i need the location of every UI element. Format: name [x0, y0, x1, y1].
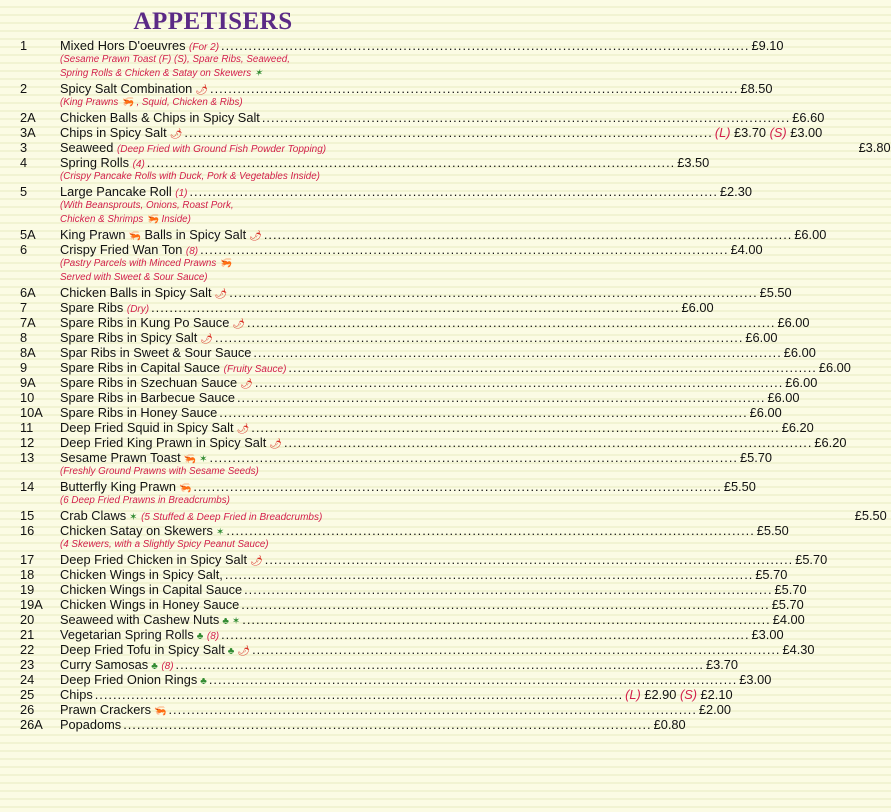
item-price: [785, 375, 817, 390]
item-price: [794, 227, 826, 242]
price-value: £3.70: [705, 657, 739, 672]
item-name-text: Spare Ribs in Spicy Salt: [60, 330, 198, 345]
item-name-text: Spicy Salt Combination: [60, 81, 193, 96]
price-value: £5.70: [771, 597, 804, 612]
prawn-icon: 🦐: [121, 97, 134, 108]
item-name-text: Spare Ribs in Capital Sauce: [60, 360, 221, 375]
leaf-icon: ♣: [151, 661, 158, 672]
item-number: 7A: [20, 315, 36, 330]
item-number: 14: [20, 479, 35, 494]
item-name-text: Vegetarian Spring Rolls: [60, 627, 194, 642]
cake-icon: ✶: [129, 512, 138, 523]
menu-item[interactable]: [20, 110, 825, 125]
item-price: [795, 552, 827, 567]
price-value: £6.20: [814, 435, 847, 450]
item-price: [682, 300, 714, 315]
menu-item[interactable]: [20, 420, 814, 435]
dot-leader: [151, 300, 679, 315]
menu-item[interactable]: [20, 523, 789, 538]
item-note: (8): [185, 246, 199, 257]
item-note: (For 2): [189, 42, 220, 53]
price-value: £6.00: [745, 330, 778, 345]
page-title: APPETISERS: [133, 8, 293, 35]
dot-leader: [242, 612, 770, 627]
item-number: 6: [20, 242, 28, 257]
item-number: 10: [20, 390, 35, 405]
item-description: [20, 199, 406, 213]
item-name-text: Deep Fried Tofu in Spicy Salt: [60, 642, 225, 657]
item-number: 1: [20, 38, 28, 53]
description-text: (King Prawns: [60, 97, 119, 108]
dot-leader: [225, 567, 753, 582]
prawn-icon: 🦐: [146, 214, 159, 225]
description-text: Inside): [158, 214, 191, 225]
item-price: [773, 612, 805, 627]
menu-item[interactable]: [20, 479, 756, 494]
item-number: 9A: [20, 375, 36, 390]
price-small: £2.10: [697, 687, 733, 702]
item-price: [739, 672, 771, 687]
menu-item[interactable]: [20, 125, 823, 140]
item-name: [60, 567, 223, 582]
item-name: [60, 597, 239, 612]
item-description: [20, 538, 406, 552]
price-large: £2.90: [640, 687, 680, 702]
description-text: (With Beansprouts, Onions, Roast Pork,: [60, 200, 234, 211]
item-price: [740, 450, 772, 465]
size-label-small: (S): [769, 125, 787, 140]
item-name: [60, 582, 242, 597]
leaf-icon: ♣: [200, 676, 207, 687]
item-name-text: Spare Ribs in Honey Sauce: [60, 405, 218, 420]
item-price: [777, 315, 809, 330]
cake-icon: ✶: [231, 616, 241, 627]
item-name-text: Large Pancake Roll: [60, 184, 172, 199]
description-text: (Freshly Ground Prawns with Sesame Seeds): [60, 466, 259, 477]
item-price: [855, 508, 887, 523]
item-price: [772, 597, 804, 612]
item-name-text: Spare Ribs in Barbecue Sauce: [60, 390, 235, 405]
price-value: £6.00: [777, 315, 810, 330]
dot-leader: [264, 227, 792, 242]
price-value: £6.00: [749, 405, 782, 420]
menu-item[interactable]: [20, 38, 784, 53]
item-price: [677, 155, 709, 170]
menu-item[interactable]: [20, 330, 778, 345]
dot-leader: [168, 702, 696, 717]
chili-icon: 🌶: [250, 556, 263, 567]
price-value: £3.50: [677, 155, 710, 170]
item-price: [731, 242, 763, 257]
leaf-icon: ♣: [222, 616, 229, 627]
price-value: £6.00: [785, 375, 818, 390]
price-value: £6.00: [794, 227, 827, 242]
prawn-icon: 🦐: [128, 231, 141, 242]
item-note: (Deep Fried with Ground Fish Powder Topping): [116, 144, 327, 155]
item-price: [750, 405, 782, 420]
dot-leader: [251, 420, 779, 435]
item-price: [782, 420, 814, 435]
dot-leader: [193, 479, 721, 494]
item-description: [20, 53, 406, 67]
item-name-text: Prawn Crackers: [60, 702, 152, 717]
item-note: (4): [132, 159, 145, 170]
item-price: [819, 360, 851, 375]
dot-leader: [184, 125, 712, 140]
menu-item[interactable]: [20, 81, 773, 96]
dot-leader: [247, 315, 775, 330]
item-number: 12: [20, 435, 35, 450]
prawn-icon: 🦐: [183, 454, 197, 465]
chili-icon: 🌶: [169, 129, 183, 140]
menu-item[interactable]: [20, 508, 887, 523]
price-value: £5.50: [723, 479, 756, 494]
chili-icon: 🌶: [249, 231, 262, 242]
dot-leader: [209, 672, 737, 687]
dot-leader: [255, 375, 783, 390]
item-name-text: King Prawn: [60, 227, 126, 242]
price-value: £4.30: [782, 642, 815, 657]
item-number: 19A: [20, 597, 43, 612]
price-value: £5.50: [854, 508, 887, 523]
item-number: 23: [20, 657, 35, 672]
item-number: 10A: [20, 405, 43, 420]
item-number: 24: [20, 672, 35, 687]
menu-item[interactable]: [20, 155, 710, 170]
item-number: 21: [20, 627, 35, 642]
item-price: [752, 627, 784, 642]
dot-leader: [284, 435, 812, 450]
dot-leader: [123, 717, 651, 732]
description-text: Spring Rolls & Chicken & Satay on Skewers: [60, 68, 252, 79]
menu-item[interactable]: [20, 184, 752, 199]
price-value: £8.50: [740, 81, 773, 96]
price-value: £9.10: [751, 38, 784, 53]
item-number: 17: [20, 552, 35, 567]
price-value: £6.20: [781, 420, 814, 435]
item-name: [60, 110, 260, 125]
dot-leader: [237, 390, 765, 405]
item-number: 7: [20, 300, 28, 315]
item-name: [60, 345, 251, 360]
item-price: [775, 582, 807, 597]
item-name-text: Deep Fried Onion Rings: [60, 672, 198, 687]
item-name: [60, 405, 217, 420]
item-price: [760, 285, 792, 300]
item-name-text: Butterfly King Prawn: [60, 479, 176, 494]
price-value: £5.70: [774, 582, 807, 597]
item-name: [60, 687, 93, 702]
price-value: £2.00: [698, 702, 731, 717]
description-text: Served with Sweet & Sour Sauce): [60, 272, 208, 283]
dot-leader: [189, 184, 717, 199]
item-name-text: Spring Rolls: [60, 155, 129, 170]
item-name-text: Deep Fried Squid in Spicy Salt: [60, 420, 234, 435]
dot-leader: [176, 657, 704, 672]
price-large: £3.70: [730, 125, 770, 140]
description-text: (4 Skewers, with a Slightly Spicy Peanut Sauce): [60, 539, 269, 550]
description-text: (Pastry Parcels with Minced Prawns: [60, 258, 217, 269]
dot-leader: [200, 242, 728, 257]
menu-item[interactable]: [20, 582, 807, 597]
size-label-large: (L): [625, 687, 641, 702]
item-number: 20: [20, 612, 35, 627]
leaf-icon: ♣: [227, 646, 235, 657]
price-value: £2.30: [719, 184, 752, 199]
menu-item[interactable]: [20, 450, 772, 465]
item-description: [20, 257, 406, 271]
menu-item[interactable]: [20, 567, 788, 582]
dot-leader: [252, 642, 780, 657]
dot-leader: [244, 582, 772, 597]
price-value: £3.00: [739, 672, 772, 687]
item-name-text: Mixed Hors D'oeuvres: [60, 38, 186, 53]
item-price: [814, 435, 846, 450]
item-note: (Dry): [126, 304, 150, 315]
chili-icon: 🌶: [214, 289, 228, 300]
item-number: 5A: [20, 227, 36, 242]
item-name-text: Chicken Wings in Spicy Salt,: [60, 567, 223, 582]
menu-item[interactable]: [20, 702, 731, 717]
price-value: £6.60: [792, 110, 825, 125]
item-name: [60, 390, 235, 405]
item-price: [784, 345, 816, 360]
price-value: £6.00: [681, 300, 714, 315]
item-name-text: Curry Samosas: [60, 657, 149, 672]
dot-leader: [288, 360, 816, 375]
item-name-text: Seaweed: [60, 140, 114, 155]
menu-item[interactable]: [20, 242, 763, 257]
cake-icon: ✶: [199, 454, 208, 465]
item-number: 2A: [20, 110, 36, 125]
item-price: [654, 717, 686, 732]
dot-leader: [253, 345, 781, 360]
item-name-text: Chicken Balls in Spicy Salt: [60, 285, 212, 300]
price-value: £5.70: [755, 567, 788, 582]
menu-item[interactable]: [20, 717, 686, 732]
item-note: (1): [175, 188, 188, 199]
price-value: £3.00: [751, 627, 784, 642]
menu-item[interactable]: [20, 657, 739, 672]
price-value: £5.50: [756, 523, 789, 538]
menu-item[interactable]: [20, 672, 772, 687]
item-price: [751, 38, 783, 53]
item-price: [755, 567, 787, 582]
dot-leader: [221, 38, 749, 53]
menu-item[interactable]: [20, 612, 805, 627]
item-name-text: Chicken Wings in Capital Sauce: [60, 582, 243, 597]
item-description: [20, 465, 406, 479]
dot-leader: [229, 285, 757, 300]
item-number: 8: [20, 330, 28, 345]
price-value: £5.70: [739, 450, 772, 465]
dot-leader: [215, 330, 743, 345]
menu-item[interactable]: [20, 227, 827, 242]
size-label-small: (S): [679, 687, 697, 702]
menu-item[interactable]: [20, 345, 816, 360]
item-name-text: Deep Fried Chicken in Spicy Salt: [60, 552, 248, 567]
item-description: [20, 494, 406, 508]
item-number: 16: [20, 523, 35, 538]
item-note: (Fruity Sauce): [223, 364, 287, 375]
menu-item[interactable]: [20, 315, 810, 330]
menu-item[interactable]: [20, 390, 800, 405]
menu-item[interactable]: [20, 597, 804, 612]
description-text: , Squid, Chicken & Ribs): [133, 97, 243, 108]
price-value: £5.50: [759, 285, 792, 300]
cake-icon: ✶: [215, 527, 225, 538]
item-name-text: Seaweed with Cashew Nuts: [60, 612, 220, 627]
price-value: £3.80: [858, 140, 891, 155]
chili-icon: 🌶: [232, 319, 246, 330]
dot-leader: [265, 552, 793, 567]
menu-item[interactable]: [20, 140, 891, 155]
price-value: £0.80: [653, 717, 686, 732]
item-number: 2: [20, 81, 28, 96]
item-name-text: Popadoms: [60, 717, 122, 732]
item-name-text: Chicken Balls & Chips in Spicy Salt: [60, 110, 260, 125]
item-number: 22: [20, 642, 35, 657]
item-price: [625, 687, 732, 702]
price-value: £6.00: [818, 360, 851, 375]
item-name-text: Balls in Spicy Salt: [140, 227, 247, 242]
price-value: £6.00: [767, 390, 800, 405]
item-price: [699, 702, 731, 717]
menu-item[interactable]: [20, 375, 818, 390]
dot-leader: [262, 110, 790, 125]
item-name-text: Chicken Satay on Skewers: [60, 523, 213, 538]
dot-leader: [219, 405, 747, 420]
item-price: [724, 479, 756, 494]
item-price: [767, 390, 799, 405]
item-note: (5 Stuffed & Deep Fried in Breadcrumbs): [141, 512, 323, 523]
item-number: 6A: [20, 285, 36, 300]
item-number: 19: [20, 582, 35, 597]
item-name-text: Sesame Prawn Toast: [60, 450, 181, 465]
item-description: [20, 213, 406, 227]
chili-icon: 🌶: [240, 379, 253, 390]
item-name-text: Spar Ribs in Sweet & Sour Sauce: [60, 345, 252, 360]
item-description: [20, 170, 406, 184]
item-number: 25: [20, 687, 35, 702]
item-number: 3A: [20, 125, 36, 140]
item-name-text: Chips in Spicy Salt: [60, 125, 167, 140]
dot-leader: [226, 523, 754, 538]
menu-list: [20, 38, 891, 732]
menu-item[interactable]: [20, 405, 782, 420]
item-name-text: Spare Ribs: [60, 300, 124, 315]
dot-leader: [147, 155, 675, 170]
item-description: [20, 271, 406, 285]
menu-item[interactable]: [20, 687, 733, 702]
description-text: (Crispy Pancake Rolls with Duck, Pork & Vegetables Inside): [60, 171, 320, 182]
menu-item[interactable]: [20, 552, 828, 567]
item-name-text: Spare Ribs in Szechuan Sauce: [60, 375, 238, 390]
item-name-text: Crab Claws: [60, 508, 127, 523]
item-name: [60, 717, 121, 732]
item-note: (8): [161, 661, 174, 672]
menu-item[interactable]: [20, 300, 714, 315]
item-price: [720, 184, 752, 199]
prawn-icon: 🦐: [154, 706, 167, 717]
item-price: [706, 657, 738, 672]
item-number: 26: [20, 702, 35, 717]
chili-icon: 🌶: [237, 646, 251, 657]
price-value: £6.00: [783, 345, 816, 360]
prawn-icon: 🦐: [178, 483, 192, 494]
item-description: [20, 67, 406, 81]
prawn-icon: 🦐: [219, 258, 232, 269]
item-price: [757, 523, 789, 538]
chili-icon: 🌶: [195, 85, 209, 96]
item-number: 8A: [20, 345, 36, 360]
item-number: 5: [20, 184, 28, 199]
item-price: [783, 642, 815, 657]
dot-leader: [95, 687, 623, 702]
dot-leader: [210, 450, 738, 465]
size-label-large: (L): [714, 125, 731, 140]
item-name-text: Chips: [60, 687, 93, 702]
item-name-text: Deep Fried King Prawn in Spicy Salt: [60, 435, 267, 450]
item-number: 15: [20, 508, 35, 523]
item-price: [715, 125, 822, 140]
item-price: [740, 81, 772, 96]
item-number: 18: [20, 567, 35, 582]
dot-leader: [221, 627, 749, 642]
description-text: (Sesame Prawn Toast (F) (S), Spare Ribs, Seaweed,: [60, 54, 290, 65]
price-small: £3.00: [786, 125, 823, 140]
leaf-icon: ♣: [196, 631, 204, 642]
item-number: 11: [20, 420, 34, 435]
menu-item[interactable]: [20, 642, 815, 657]
dot-leader: [241, 597, 769, 612]
description-text: (6 Deep Fried Prawns in Breadcrumbs): [60, 495, 230, 506]
item-price: [859, 140, 891, 155]
item-number: 26A: [20, 717, 43, 732]
item-name-text: Spare Ribs in Kung Po Sauce: [60, 315, 230, 330]
item-number: 9: [20, 360, 28, 375]
price-value: £5.70: [795, 552, 828, 567]
item-name-text: Crispy Fried Wan Ton: [60, 242, 183, 257]
item-name-text: Chicken Wings in Honey Sauce: [60, 597, 240, 612]
chili-icon: 🌶: [236, 424, 250, 435]
description-text: Chicken & Shrimps: [60, 214, 144, 225]
item-price: [792, 110, 824, 125]
menu-item[interactable]: [20, 627, 784, 642]
price-value: £4.00: [772, 612, 805, 627]
item-number: 13: [20, 450, 35, 465]
item-price: [745, 330, 777, 345]
menu-item[interactable]: [20, 435, 847, 450]
item-number: 4: [20, 155, 28, 170]
item-description: [20, 96, 406, 110]
menu-item[interactable]: [20, 360, 851, 375]
chili-icon: 🌶: [200, 334, 213, 345]
chili-icon: 🌶: [269, 439, 282, 450]
item-number: 3: [20, 140, 28, 155]
item-note: (8): [206, 631, 220, 642]
price-value: £4.00: [730, 242, 763, 257]
menu-item[interactable]: [20, 285, 792, 300]
cake-icon: ✶: [254, 68, 263, 79]
dot-leader: [210, 81, 738, 96]
